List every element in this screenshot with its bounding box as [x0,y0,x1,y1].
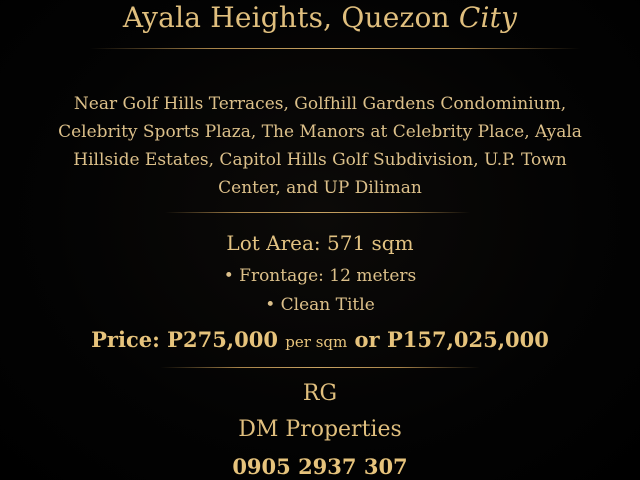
title-divider [90,48,580,49]
price-or: or [354,327,380,352]
nearby-landmarks [40,90,600,202]
nearby-line-3: Hillside Estates, Capitol Hills Golf Subdivision, U.P. Town [73,150,567,170]
frontage-bullet: • Frontage: 12 meters [223,266,417,286]
price-line [0,326,640,356]
agent-initials: RG [302,381,338,406]
price-total: P157,025,000 [386,327,549,352]
contact-divider [160,367,480,368]
nearby-line-2: Celebrity Sports Plaza, The Manors at Celebrity Place, Ayala [58,122,582,142]
title-city: City [458,1,518,34]
title-status-bullet: • Clean Title [265,295,375,315]
details-divider [165,212,470,213]
nearby-line-4: Center, and UP Diliman [218,178,422,198]
price-per-sqm: Price: P275,000 [91,327,278,352]
lot-area: Lot Area: 571 sqm [226,231,414,255]
nearby-line-1: Near Golf Hills Terraces, Golfhill Gardens Condominium, [73,94,567,114]
phone-number: 0905 2937 307 [232,454,408,479]
listing-title [0,0,640,36]
price-unit: per sqm [285,333,348,351]
title-location: Ayala Heights, Quezon [122,1,450,34]
company-name: DM Properties [238,417,402,442]
